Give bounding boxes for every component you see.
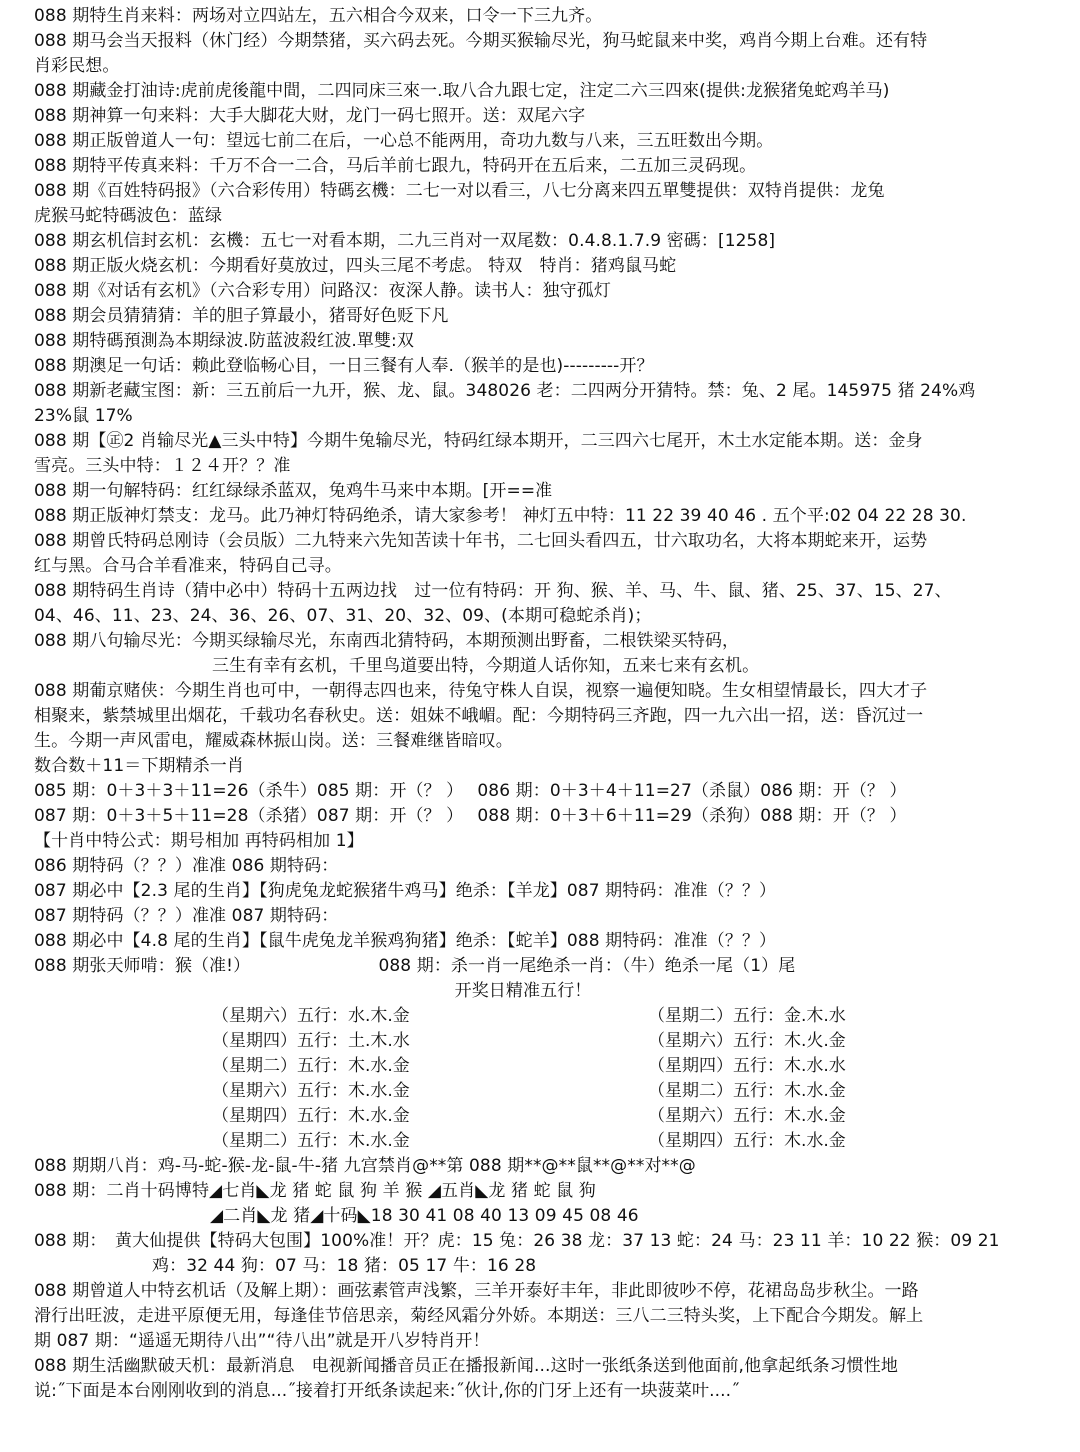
wuxing-cell: （星期六）五行：木.水.金: [648, 1106, 846, 1126]
text-line: 088 期会员猜猜猜：羊的胆子算最小，猪哥好色贬下凡: [34, 306, 449, 326]
text-line: 088 期葡京赌侠：今期生肖也可中，一朝得志四也来，待兔守株人自误，视察一遍便知晓。生女相望情最长，四大才子: [34, 681, 928, 701]
text-line: 088 期藏金打油诗:虎前虎後龍中間，二四同床三來一.取八合九跟七定，注定二六三四來(提供:龙猴猪兔蛇鸡羊马): [34, 81, 890, 101]
text-block-4: [34, 1279, 1052, 1404]
text-line: 088 期【㊣2 肖输尽光▲三头中特】今期牛兔输尽光，特码红绿本期开，二三四六七尾开，木土水定能本期。送：金身: [34, 431, 923, 451]
wuxing-row: [34, 1079, 1052, 1104]
wuxing-row: [34, 1104, 1052, 1129]
wuxing-cell: （星期六）五行：木.水.金: [212, 1081, 410, 1101]
text-line: 04、46、11、23、24、36、26、07、31、20、32、09、(本期可稳蛇杀肖)；: [34, 606, 652, 626]
text-line: 期 087 期：“遥遥无期待八出”“待八出”就是开八岁特肖开！: [34, 1331, 490, 1351]
text-line: 087 期：0＋3＋5＋11=28（杀猪）087 期：开（？ ） 088 期：0＋3＋6＋11=29（杀狗）088 期：开（？ ）: [34, 806, 907, 826]
text-line: 088 期《百姓特码报》（六合彩传用）特碼玄機：二七一对以看三，八七分离来四五單雙提供：双特肖提供：龙兔: [34, 181, 885, 201]
text-block-2: [34, 679, 1052, 979]
wuxing-cell: （星期四）五行：土.木.水: [212, 1031, 410, 1051]
wuxing-cell: （星期六）五行：木.火.金: [648, 1031, 846, 1051]
text-line: 088 期期八肖：鸡-马-蛇-猴-龙-鼠-牛-猪 九宫禁肖@**第 088 期**@**鼠**@**对**@: [34, 1156, 696, 1176]
text-line: 数合数＋11＝下期精杀一肖: [34, 756, 244, 776]
wuxing-cell: （星期二）五行：木.水.金: [212, 1131, 410, 1151]
text-line: 088 期特生肖来料：两场对立四站左，五六相合今双来，口令一下三九齐。: [34, 6, 603, 26]
text-block-3: [34, 1154, 1052, 1204]
text-line: 088 期正版曾道人一句：望远七前二在后，一心总不能两用，奇功九数与八来，三五旺数出今期。: [34, 131, 774, 151]
text-line: 088 期八句输尽光：今期买绿输尽光，东南西北猜特码，本期预测出野畜，二根铁梁买特码，: [34, 631, 740, 651]
text-line: 雪亮。三头中特：１２４开？？准: [34, 456, 291, 476]
text-line: 088 期新老藏宝图：新：三五前后一九开，猴、龙、鼠。348026 老：二四两分开猜特。禁：兔、2 尾。145975 猪 24%鸡: [34, 381, 976, 401]
text-line: 088 期特碼預測為本期绿波.防蓝波殺红波.單雙:双: [34, 331, 414, 351]
text-line: 088 期曾道人中特玄机话（及解上期）：画弦素管声浅繁，三羊开泰好丰年，非此即彼吵不停，花裙岛岛步秋尘。一路: [34, 1281, 919, 1301]
wuxing-row: [34, 1004, 1052, 1029]
text-line: 088 期正版火烧玄机：今期看好莫放过，四头三尾不考虑。 特双 特肖：猪鸡鼠马蛇: [34, 256, 677, 276]
wuxing-title: 开奖日精准五行！: [454, 981, 592, 1001]
wuxing-cell: （星期二）五行：木.水.金: [212, 1056, 410, 1076]
wuxing-cell: （星期四）五行：木.水.金: [212, 1106, 410, 1126]
text-line: 088 期澳足一句话：赖此登临畅心目，一日三餐有人奉.（猴羊的是也)---------开？: [34, 356, 654, 376]
text-line: 087 期特码（？？）准准 087 期特码：: [34, 906, 339, 926]
text-line: 相聚来，紫禁城里出烟花，千载功名春秋史。送：姐妹不峨嵋。配：今期特码三齐跑，四一九六出一招，送：昏沉过一: [34, 706, 924, 726]
wuxing-table: [34, 1004, 1052, 1154]
text-line: 088 期必中【4.8 尾的生肖】【鼠牛虎兔龙羊猴鸡狗猪】绝杀：【蛇羊】088 期特码：准准（？？）: [34, 931, 777, 951]
text-line: 088 期生活幽默破天机：最新消息 电视新闻播音员正在播报新闻...这时一张纸条送到他面前,他拿起纸条习惯性地: [34, 1356, 898, 1376]
text-line: 088 期：二肖十码博特◢七肖◣龙 猪 蛇 鼠 狗 羊 猴 ◢五肖◣龙 猪 蛇 鼠 狗: [34, 1181, 596, 1201]
two-zodiac-line: ◢二肖◣龙 猪◢十码◣18 30 41 08 40 13 09 45 08 46: [210, 1206, 639, 1226]
wuxing-row: [34, 1029, 1052, 1054]
text-line: 说:˝下面是本台刚刚收到的消息...˝接着打开纸条读起来:˝伙计,你的门牙上还有一块菠菜叶....˝: [34, 1381, 740, 1401]
text-line: 【十肖中特公式：期号相加 再特码相加 1】: [34, 831, 364, 851]
text-line: 红与黑。合马合羊看准来，特码自己寻。: [34, 556, 342, 576]
daxian-line: 088 期： 黄大仙提供【特码大包围】100%准！开？虎：15 兔：26 38 龙：37 13 蛇：24 马：23 11 羊：10 22 猴：09 21: [34, 1231, 1000, 1251]
text-line: 生。今期一声风雷电，耀威森林振山岗。送：三餐难继皆暗叹。: [34, 731, 513, 751]
indented-verse: 三生有幸有玄机，千里鸟道要出特，今期道人话你知，五来七来有玄机。: [212, 656, 760, 676]
wuxing-row: [34, 1054, 1052, 1079]
text-line: 085 期：0＋3＋3＋11=26（杀牛）085 期：开（？ ） 086 期：0＋3＋4＋11=27（杀鼠）086 期：开（？ ）: [34, 781, 907, 801]
text-line: 虎猴马蛇特碼波色：蓝绿: [34, 206, 223, 226]
text-line: 088 期特码生肖诗（猜中必中）特码十五两边找 过一位有特码：开 狗、猴、羊、马、牛、鼠、猪、25、37、15、27、: [34, 581, 952, 601]
text-line: 088 期玄机信封玄机：玄機：五七一对看本期，二九三肖对一双尾数：0.4.8.1.7.9 密碼：[1258]: [34, 231, 776, 251]
wuxing-cell: （星期四）五行：木.水.金: [648, 1131, 846, 1151]
text-line: 088 期正版神灯禁支：龙马。此乃神灯特码绝杀，请大家参考！ 神灯五中特：11 22 39 40 46 . 五个平:02 04 22 28 30.: [34, 506, 967, 526]
text-line: 088 期马会当天报料（休门经）今期禁猪，买六码去死。今期买猴输尽光，狗马蛇鼠来中奖，鸡肖今期上台难。还有特: [34, 31, 928, 51]
text-line: 088 期张天师啃：猴（准!） 088 期：杀一肖一尾绝杀一肖：（牛）绝杀一尾（1）尾: [34, 956, 796, 976]
text-block-1: [34, 4, 1052, 654]
text-line: 086 期特码（？？）准准 086 期特码：: [34, 856, 339, 876]
text-line: 088 期一句解特码：红红绿绿杀蓝双，兔鸡牛马来中本期。[开==准: [34, 481, 553, 501]
wuxing-cell: （星期四）五行：木.水.水: [648, 1056, 846, 1076]
text-line: 滑行出旺波，走进平原便无用，每逢佳节倍思亲，菊经风霜分外娇。本期送：三八二三特头奖，上下配合今期发。解上: [34, 1306, 924, 1326]
text-line: 23%鼠 17%: [34, 406, 133, 426]
wuxing-cell: （星期二）五行：金.木.水: [648, 1006, 846, 1026]
wuxing-row: [34, 1129, 1052, 1154]
text-line: 088 期神算一句来料：大手大脚花大财，龙门一码七照开。送：双尾六字: [34, 106, 586, 126]
wuxing-cell: （星期二）五行：木.水.金: [648, 1081, 846, 1101]
text-line: 088 期特平传真来料：千万不合一二合，马后羊前七跟九，特码开在五后来，二五加三灵码现。: [34, 156, 757, 176]
wuxing-cell: （星期六）五行：水.木.金: [212, 1006, 410, 1026]
text-line: 肖彩民想。: [34, 56, 120, 76]
text-line: 087 期必中【2.3 尾的生肖】【狗虎兔龙蛇猴猪牛鸡马】绝杀：【羊龙】087 期特码：准准（？？）: [34, 881, 777, 901]
text-line: 088 期《对话有玄机》（六合彩专用）问路汉：夜深人静。读书人：独守孤灯: [34, 281, 611, 301]
daxian-line-continued: 鸡：32 44 狗：07 马：18 猪：05 17 牛：16 28: [152, 1256, 537, 1276]
text-line: 088 期曾氏特码总刚诗（会员版）二九特来六先知苦读十年书，二七回头看四五，廿六取功名，大将本期蛇来开，运势: [34, 531, 928, 551]
